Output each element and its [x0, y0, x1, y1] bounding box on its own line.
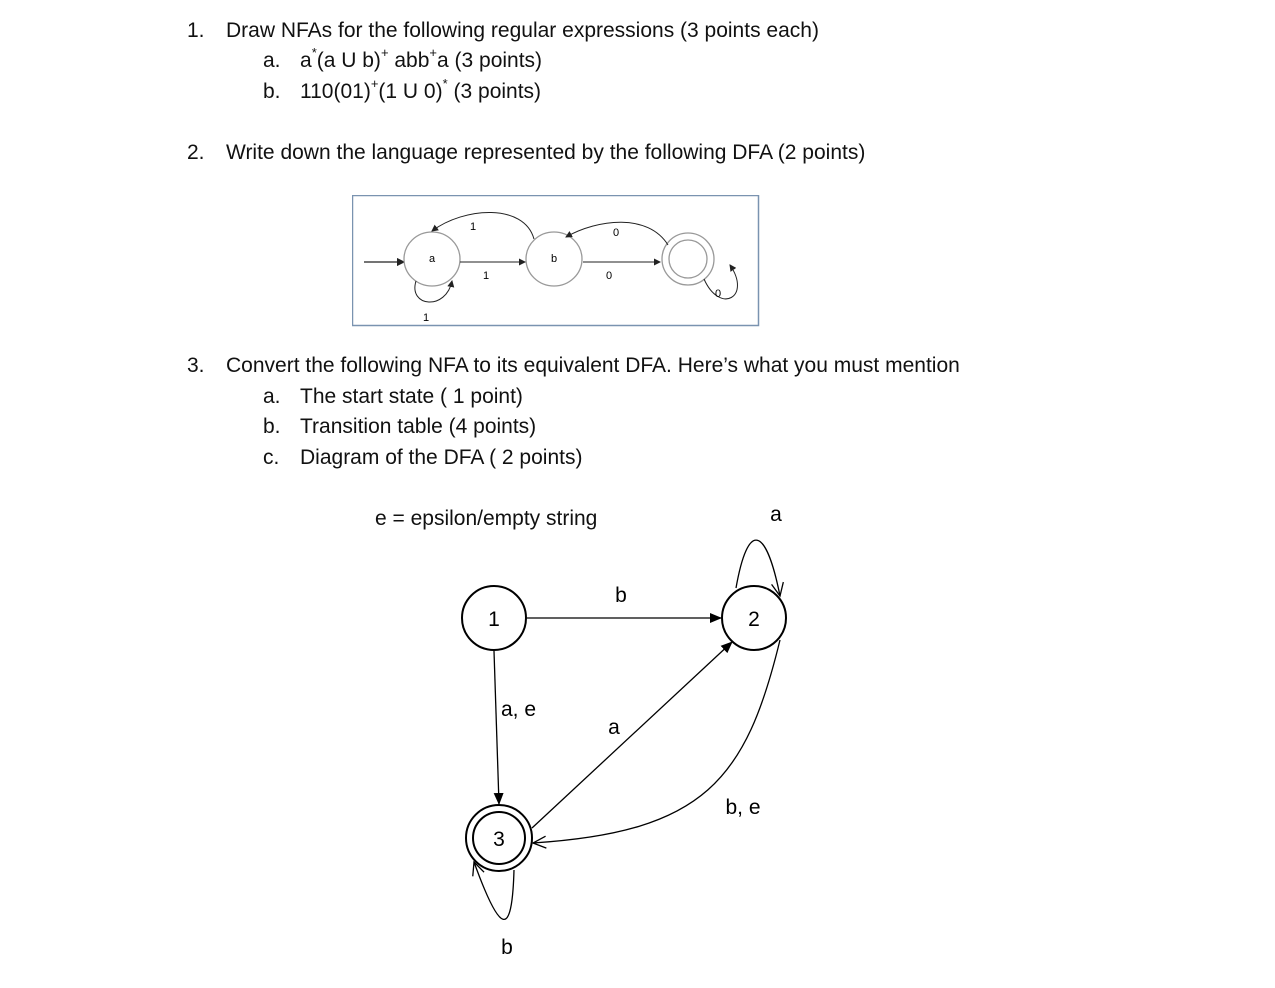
nfa-state-3-label: 3 — [493, 828, 505, 851]
question-1b-label: b. — [263, 80, 281, 103]
nfa-edge-1-3-label: a, e — [501, 698, 537, 721]
dfa-edge-final-b-label: 0 — [612, 227, 620, 239]
epsilon-note: e = epsilon/empty string — [375, 507, 598, 530]
nfa-edge-3-2 — [532, 642, 732, 828]
question-1a-expression: a*(a U b)+ abb+a (3 points) — [300, 45, 543, 72]
nfa-state-2-label: 2 — [748, 608, 760, 631]
question-2-text: Write down the language represented by the following DFA (2 points) — [226, 141, 866, 164]
question-1-number: 1. — [187, 19, 205, 42]
dfa-loop-final-label: 0 — [714, 288, 722, 300]
question-1a-label: a. — [263, 49, 281, 72]
question-3c-text: Diagram of the DFA ( 2 points) — [300, 446, 583, 469]
question-3a-label: a. — [263, 385, 281, 408]
question-3a-text: The start state ( 1 point) — [300, 385, 523, 408]
dfa-edge-a-b-label: 1 — [482, 270, 490, 282]
dfa-state-b-label: b — [550, 253, 558, 265]
dfa-edge-b-a-label: 1 — [469, 221, 477, 233]
nfa-edge-3-2-label: a — [608, 716, 620, 739]
question-3-number: 3. — [187, 354, 205, 377]
nfa-edge-1-3 — [494, 651, 499, 804]
nfa-edge-1-2-label: b — [615, 584, 627, 607]
dfa-loop-a-label: 1 — [422, 312, 430, 324]
nfa-loop-3-label: b — [501, 936, 513, 959]
question-3-text: Convert the following NFA to its equivalent DFA. Here’s what you must mention — [226, 354, 960, 377]
question-3b-label: b. — [263, 415, 281, 438]
question-1b-expression: 110(01)+(1 U 0)* (3 points) — [300, 76, 542, 103]
dfa-edge-b-final-label: 0 — [605, 270, 613, 282]
dfa-state-a-label: a — [428, 253, 436, 265]
question-3b-text: Transition table (4 points) — [300, 415, 537, 438]
question-2-number: 2. — [187, 141, 205, 164]
nfa-edge-2-3-label: b, e — [725, 796, 761, 819]
nfa-state-1-label: 1 — [488, 608, 500, 631]
question-1-text: Draw NFAs for the following regular expressions (3 points each) — [226, 19, 819, 42]
question-3c-label: c. — [263, 446, 280, 469]
nfa-loop-2-label: a — [770, 503, 782, 526]
